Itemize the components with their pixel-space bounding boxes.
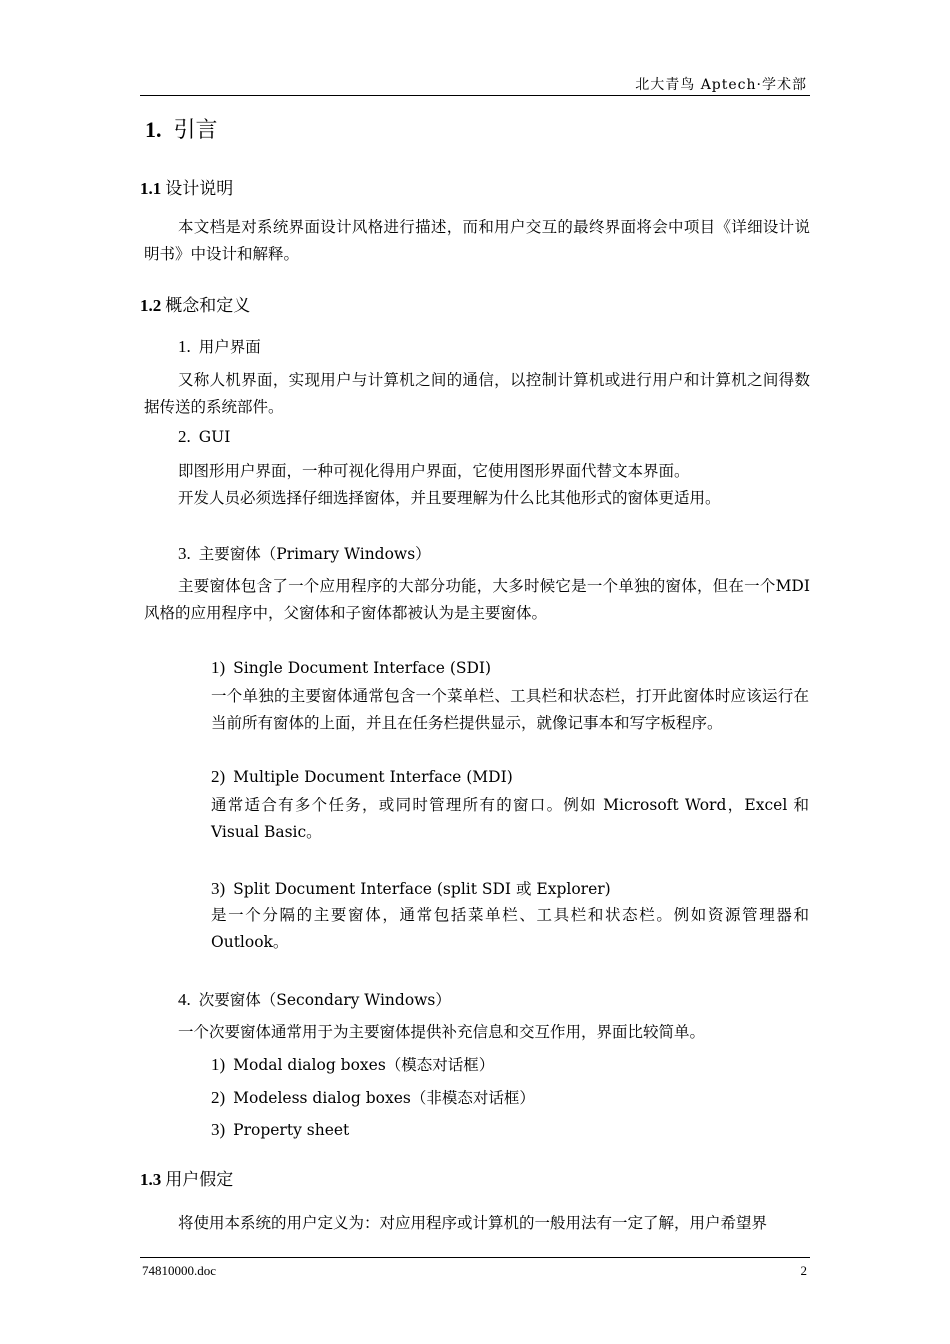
- item-4-sub-3-number: 3): [211, 1120, 226, 1139]
- item-2-line-2: 开发人员必须选择仔细选择窗体，并且要理解为什么比其他形式的窗体更适用。: [178, 489, 721, 507]
- section-1-3-body: 将使用本系统的用户定义为：对应用程序或计算机的一般用法有一定了解，用户希望界: [178, 1214, 768, 1232]
- item-4-sub-1-number: 1): [211, 1055, 226, 1074]
- header-rule: [140, 95, 810, 96]
- section-1-number: 1.: [145, 117, 162, 142]
- footer-page-number: 2: [800, 1263, 807, 1278]
- section-1-3-title: 用户假定: [165, 1170, 234, 1190]
- footer-filename: 74810000.doc: [142, 1263, 217, 1278]
- item-4-heading: [178, 988, 451, 1010]
- item-4-sub-1: [211, 1053, 494, 1075]
- item-4-sub-2-number: 2): [211, 1088, 226, 1107]
- page-header: 北大青鸟 Aptech·学术部: [635, 77, 807, 93]
- item-4-sub-2: [211, 1086, 535, 1108]
- section-1-1-title: 设计说明: [165, 179, 234, 199]
- item-3-sub-1-number: 1): [211, 658, 226, 677]
- item-4-sub-3-label: Property sheet: [233, 1121, 350, 1139]
- section-1-3-heading: [140, 1165, 233, 1190]
- item-3-sub-2-number: 2): [211, 767, 226, 786]
- item-3-sub-3-body: 是一个分隔的主要窗体，通常包括菜单栏、工具栏和状态栏。例如资源管理器和Outlook。: [211, 906, 809, 951]
- section-1-1-heading: [140, 174, 233, 199]
- item-4-sub-2-label: Modeless dialog boxes（非模态对话框）: [233, 1089, 535, 1107]
- item-2-label: GUI: [198, 428, 231, 446]
- item-2-heading: [178, 427, 230, 447]
- item-3-label: 主要窗体（Primary Windows）: [198, 545, 431, 563]
- item-3-sub-3-heading: [211, 877, 611, 899]
- section-1-1-number: 1.1: [140, 179, 162, 198]
- item-3-sub-1-body: 一个单独的主要窗体通常包含一个菜单栏、工具栏和状态栏，打开此窗体时应该运行在当前所有窗体的上面，并且在任务栏提供显示，就像记事本和写字板程序。: [211, 687, 809, 732]
- item-1-body: 又称人机界面，实现用户与计算机之间的通信，以控制计算机或进行用户和计算机之间得数据传送的系统部件。: [144, 371, 810, 416]
- item-4-sub-1-label: Modal dialog boxes（模态对话框）: [233, 1056, 495, 1074]
- item-4-number: 4.: [178, 990, 191, 1009]
- item-3-sub-2-heading: [211, 767, 513, 787]
- section-1-1-body: 本文档是对系统界面设计风格进行描述，而和用户交互的最终界面将会中项目《详细设计说明书》中设计和解释。: [144, 218, 810, 263]
- item-3-sub-3-label: Split Document Interface (split SDI 或 Explorer): [233, 880, 611, 898]
- section-1-2-heading: [140, 291, 250, 316]
- item-1-number: 1.: [178, 337, 191, 356]
- item-3-sub-2-body: 通常适合有多个任务，或同时管理所有的窗口。例如 Microsoft Word，Excel 和 Visual Basic。: [211, 796, 809, 841]
- section-1-2-title: 概念和定义: [165, 296, 251, 316]
- section-1-2-number: 1.2: [140, 296, 162, 315]
- item-3-sub-1-label: Single Document Interface (SDI): [233, 659, 492, 677]
- item-3-sub-2-label: Multiple Document Interface (MDI): [233, 768, 513, 786]
- section-1-3-number: 1.3: [140, 1170, 162, 1189]
- section-1-heading: [145, 113, 218, 144]
- item-3-body: 主要窗体包含了一个应用程序的大部分功能，大多时候它是一个单独的窗体，但在一个MDI 风格的应用程序中，父窗体和子窗体都被认为是主要窗体。: [144, 577, 810, 622]
- section-1-title: 引言: [173, 118, 218, 143]
- item-4-sub-3: [211, 1120, 349, 1140]
- item-3-number: 3.: [178, 544, 191, 563]
- item-3-sub-1-heading: [211, 658, 491, 678]
- item-3-heading: [178, 542, 431, 564]
- item-1-label: 用户界面: [198, 338, 261, 356]
- item-4-body: 一个次要窗体通常用于为主要窗体提供补充信息和交互作用，界面比较简单。: [178, 1023, 706, 1041]
- item-1-heading: [178, 335, 261, 357]
- footer-rule: [140, 1257, 810, 1258]
- item-3-sub-3-number: 3): [211, 879, 226, 898]
- item-4-label: 次要窗体（Secondary Windows）: [198, 991, 451, 1009]
- item-2-number: 2.: [178, 427, 191, 446]
- item-2-line-1: 即图形用户界面，一种可视化得用户界面，它使用图形界面代替文本界面。: [178, 462, 690, 480]
